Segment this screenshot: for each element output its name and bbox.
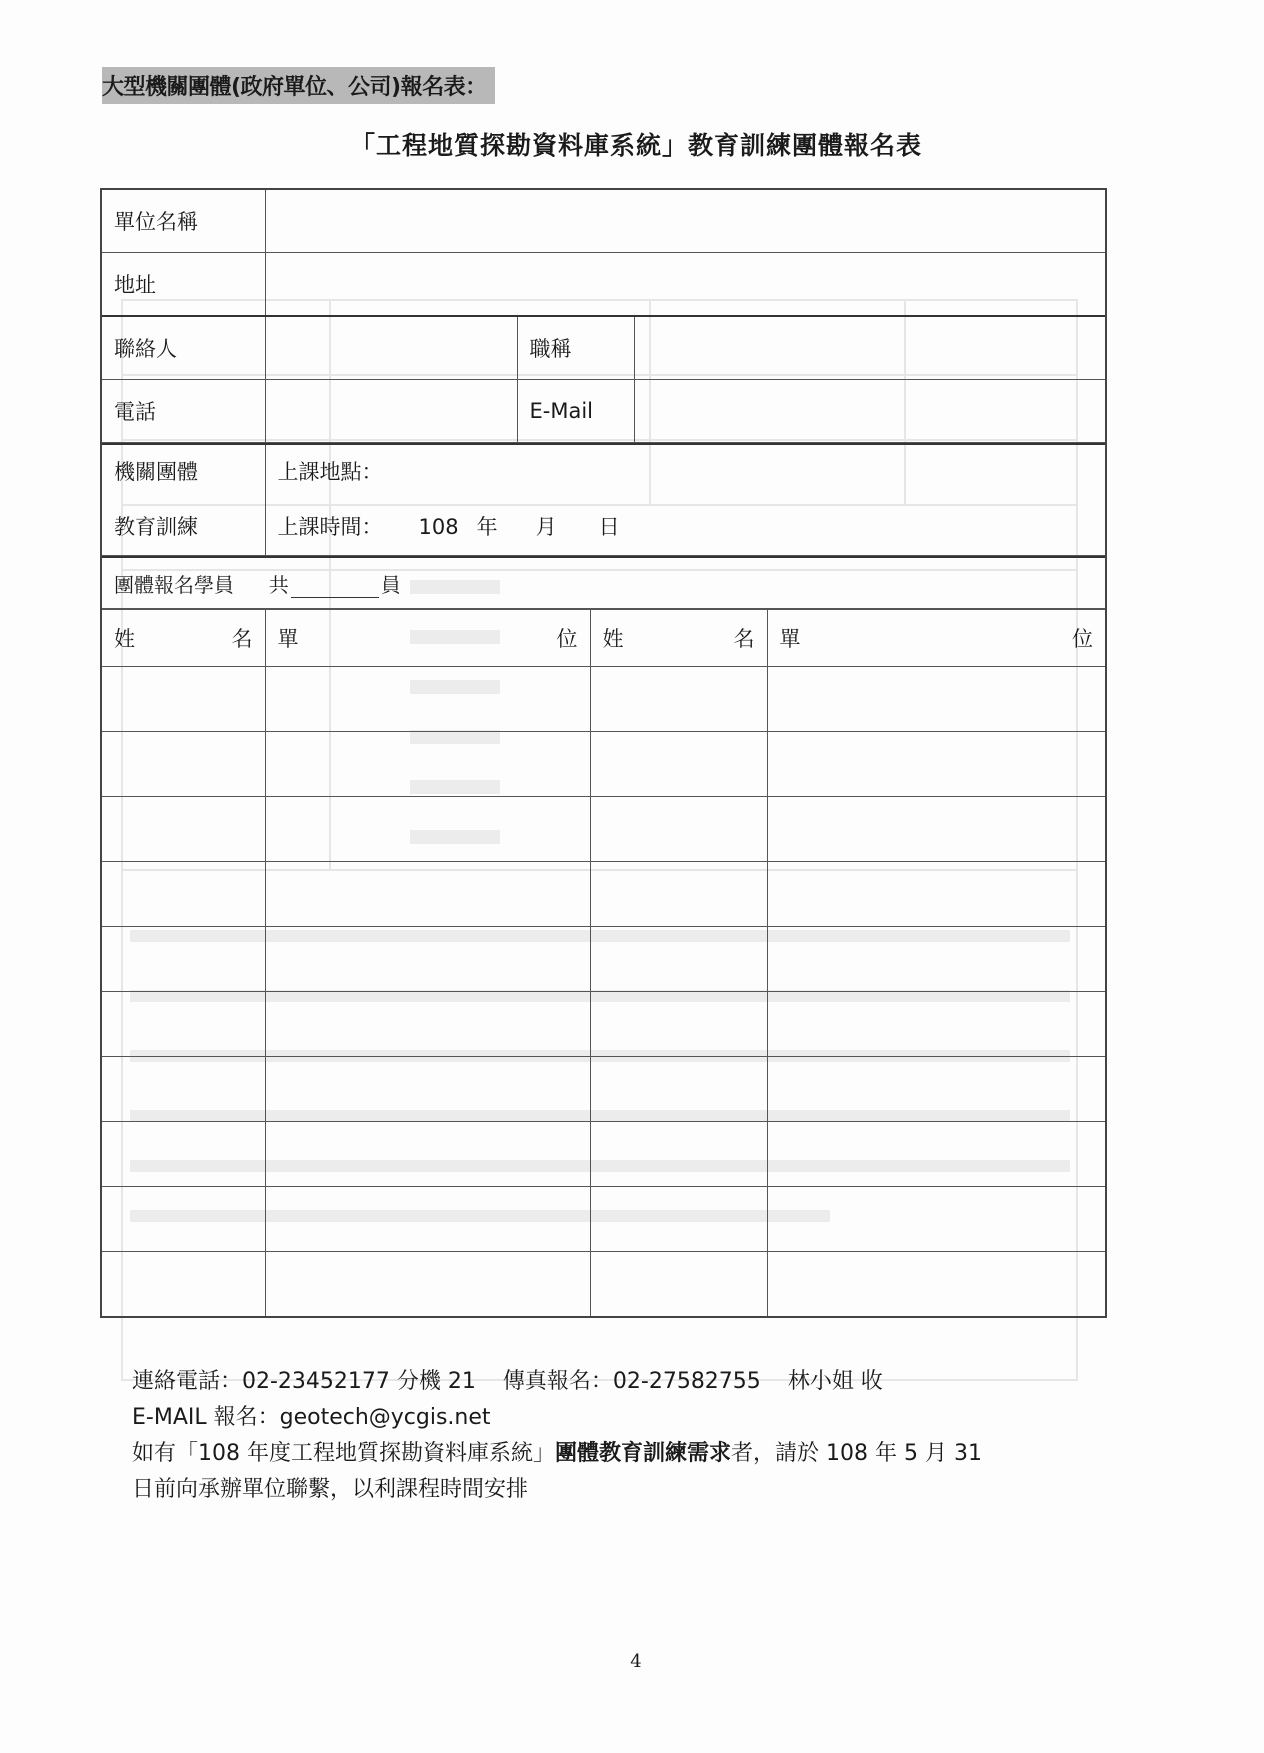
contact-row: [102, 316, 1105, 380]
attendee-unit-cell[interactable]: [767, 732, 1105, 797]
footer-receiver: 林小姐 收: [787, 1369, 883, 1394]
section-label: 大型機關團體(政府單位、公司)報名表：: [102, 67, 495, 104]
attendee-row: [102, 927, 1105, 992]
footer-notice-c: 日前向承辦單位聯繫，以利課程時間安排: [132, 1477, 529, 1502]
attendee-name-cell[interactable]: [590, 667, 767, 732]
attendee-header-row: [102, 610, 1105, 667]
attendee-unit-cell[interactable]: [767, 797, 1105, 862]
page-title: 「工程地質探勘資料庫系統」教育訓練團體報名表: [349, 131, 922, 160]
attendee-row: [102, 1122, 1105, 1187]
attendee-unit-cell[interactable]: [767, 992, 1105, 1057]
attendee-unit-cell[interactable]: [767, 1252, 1105, 1317]
group-members-label: 團體報名學員: [114, 572, 234, 597]
phone-label: 電話: [102, 380, 265, 443]
attendee-row: [102, 1057, 1105, 1122]
training-details-cell: [265, 444, 1105, 556]
day-unit: 日: [598, 515, 620, 539]
name-col-header-right: 姓 名: [590, 610, 767, 667]
contact-field[interactable]: [265, 316, 517, 380]
attendee-row: [102, 1252, 1105, 1317]
contact-info-table: [102, 190, 1105, 443]
total-label: 共: [268, 572, 289, 597]
footer-fax: 傳真報名：02-27582755: [502, 1369, 761, 1394]
address-label: 地址: [102, 253, 265, 317]
phone-row: [102, 380, 1105, 443]
attendee-unit-cell[interactable]: [767, 862, 1105, 927]
attendee-row: [102, 992, 1105, 1057]
unit-name-row: [102, 190, 1105, 253]
attendee-name-cell[interactable]: [590, 732, 767, 797]
attendee-name-cell[interactable]: [102, 1252, 265, 1317]
org-training-label-cell: [102, 444, 265, 556]
member-count-row: [102, 557, 1105, 609]
location-label: 上課地點：: [277, 460, 383, 484]
attendee-name-cell[interactable]: [102, 797, 265, 862]
contact-label: 聯絡人: [102, 316, 265, 380]
attendee-unit-cell[interactable]: [265, 1122, 590, 1187]
address-row: [102, 253, 1105, 317]
time-line[interactable]: [278, 500, 1094, 555]
org-label-line-1: 機關團體: [114, 460, 198, 484]
email-field[interactable]: [634, 380, 1105, 443]
attendee-name-cell[interactable]: [590, 992, 767, 1057]
name-col-header-left: 姓 名: [102, 610, 265, 667]
attendee-unit-cell[interactable]: [265, 667, 590, 732]
attendee-row: [102, 732, 1105, 797]
job-title-label: 職稱: [517, 316, 634, 380]
unit-col-header-right: 單 位: [767, 610, 1105, 667]
address-field[interactable]: [265, 253, 1105, 317]
attendee-row: [102, 667, 1105, 732]
member-count-table: [102, 556, 1105, 609]
attendee-table: [102, 609, 1105, 1316]
contact-footer: [132, 1364, 982, 1508]
attendee-unit-cell[interactable]: [265, 927, 590, 992]
attendee-unit-cell[interactable]: [767, 927, 1105, 992]
footer-notice-b: 者，請於 108 年 5 月 31: [731, 1441, 982, 1466]
attendee-unit-cell[interactable]: [265, 862, 590, 927]
attendee-row: [102, 862, 1105, 927]
training-info-table: [102, 443, 1105, 556]
phone-field[interactable]: [265, 380, 517, 443]
footer-notice-line: [132, 1436, 982, 1472]
attendee-unit-cell[interactable]: [265, 1187, 590, 1252]
year-value: 108: [418, 515, 459, 539]
attendee-unit-cell[interactable]: [265, 1057, 590, 1122]
attendee-name-cell[interactable]: [102, 667, 265, 732]
email-label: E-Mail: [517, 380, 634, 443]
attendee-unit-cell[interactable]: [265, 732, 590, 797]
location-line[interactable]: [278, 445, 1094, 500]
attendee-unit-cell[interactable]: [265, 1252, 590, 1317]
attendee-name-cell[interactable]: [102, 732, 265, 797]
attendee-name-cell[interactable]: [102, 992, 265, 1057]
unit-col-header-left: 單 位: [265, 610, 590, 667]
footer-email: E-MAIL 報名：geotech@ycgis.net: [132, 1405, 491, 1430]
time-label: 上課時間：: [277, 515, 383, 539]
attendee-name-cell[interactable]: [590, 1122, 767, 1187]
attendee-unit-cell[interactable]: [767, 667, 1105, 732]
attendee-name-cell[interactable]: [102, 862, 265, 927]
attendee-name-cell[interactable]: [590, 1057, 767, 1122]
attendee-name-cell[interactable]: [590, 927, 767, 992]
org-label-line-2: 教育訓練: [114, 515, 198, 539]
unit-name-label: 單位名稱: [102, 190, 265, 253]
attendee-name-cell[interactable]: [102, 1057, 265, 1122]
attendee-unit-cell[interactable]: [265, 797, 590, 862]
footer-notice-bold: 團體教育訓練需求: [555, 1441, 732, 1466]
attendee-name-cell[interactable]: [590, 797, 767, 862]
unit-name-field[interactable]: [265, 190, 1105, 253]
month-unit: 月: [535, 515, 557, 539]
footer-phone: 連絡電話：02-23452177 分機 21: [132, 1369, 476, 1394]
footer-notice-a: 如有「108 年度工程地質探勘資料庫系統」: [132, 1441, 555, 1466]
attendee-name-cell[interactable]: [102, 1187, 265, 1252]
attendee-name-cell[interactable]: [102, 1122, 265, 1187]
page-number: 4: [630, 1651, 642, 1672]
attendee-unit-cell[interactable]: [767, 1057, 1105, 1122]
attendee-unit-cell[interactable]: [767, 1187, 1105, 1252]
training-row: [102, 444, 1105, 556]
registration-form: [100, 188, 1107, 1318]
member-unit: 員: [380, 572, 401, 597]
year-unit: 年: [476, 515, 498, 539]
attendee-name-cell[interactable]: [102, 927, 265, 992]
job-title-field[interactable]: [634, 316, 1105, 380]
attendee-row: [102, 797, 1105, 862]
member-count-cell: [102, 557, 1105, 609]
attendee-unit-cell[interactable]: [265, 992, 590, 1057]
member-count-field[interactable]: [291, 575, 379, 598]
attendee-name-cell[interactable]: [590, 1252, 767, 1317]
footer-phone-line: [132, 1364, 982, 1400]
attendee-row: [102, 1187, 1105, 1252]
attendee-unit-cell[interactable]: [767, 1122, 1105, 1187]
attendee-name-cell[interactable]: [590, 1187, 767, 1252]
attendee-name-cell[interactable]: [590, 862, 767, 927]
